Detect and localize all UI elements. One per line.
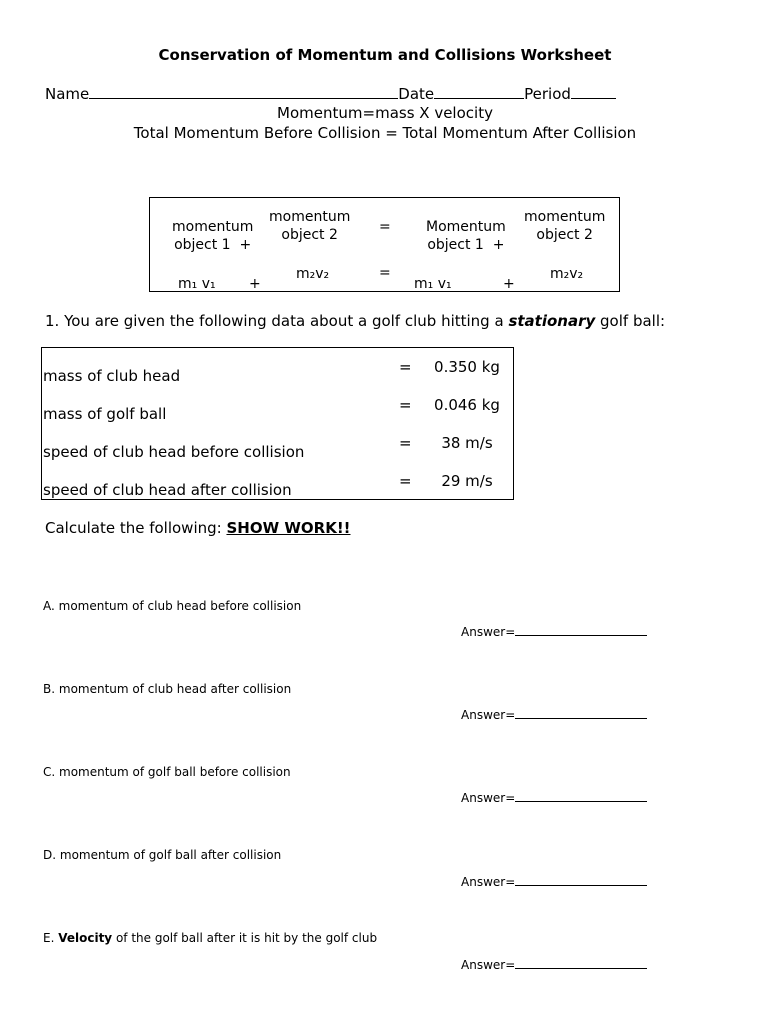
data-value-ball-mass: 0.046 kg bbox=[434, 396, 500, 414]
momentum-equation-table bbox=[149, 197, 620, 292]
answer-blank-a[interactable] bbox=[515, 623, 647, 636]
answer-blank-b[interactable] bbox=[515, 706, 647, 719]
plus-right: + bbox=[503, 276, 515, 292]
answer-blank-e[interactable] bbox=[515, 956, 647, 969]
equals-sign-bottom: = bbox=[379, 265, 391, 281]
part-d-prompt bbox=[43, 848, 281, 862]
conservation-line: Total Momentum Before Collision = Total Momentum After Collision bbox=[133, 124, 637, 142]
name-label: Name bbox=[45, 85, 90, 103]
part-d-letter: D. bbox=[43, 848, 60, 862]
data-eq-speed-before: = bbox=[399, 434, 412, 452]
equals-sign-top: = bbox=[379, 219, 391, 235]
part-c-letter: C. bbox=[43, 765, 60, 779]
formula-line: Momentum=mass X velocity bbox=[277, 104, 493, 122]
period-blank[interactable] bbox=[571, 84, 616, 99]
part-a-text: momentum of club head before collision bbox=[58, 599, 302, 613]
calculate-prefix: Calculate the following: bbox=[45, 519, 227, 537]
question-1-suffix: golf ball: bbox=[595, 312, 666, 330]
answer-blank-d[interactable] bbox=[515, 873, 647, 886]
answer-label: Answer= bbox=[461, 958, 516, 972]
header-fields bbox=[45, 84, 616, 103]
part-b-letter: B. bbox=[43, 682, 59, 696]
period-label: Period bbox=[524, 85, 571, 103]
part-e-letter: E. bbox=[43, 931, 59, 945]
cell-momentum-object2-after: momentum object 2 bbox=[524, 209, 606, 243]
data-value-speed-after: 29 m/s bbox=[441, 472, 493, 490]
given-data-table bbox=[41, 347, 514, 500]
part-b-prompt bbox=[43, 682, 291, 696]
m1v1-left: m₁ v₁ bbox=[178, 276, 216, 292]
data-eq-club-mass: = bbox=[399, 358, 412, 376]
data-value-speed-before: 38 m/s bbox=[441, 434, 493, 452]
part-a-letter: A. bbox=[43, 599, 59, 613]
m2v2-right: m₂v₂ bbox=[550, 266, 584, 282]
plus-left: + bbox=[249, 276, 261, 292]
part-e-bold: Velocity bbox=[58, 931, 113, 945]
part-c-text: momentum of golf ball before collision bbox=[59, 765, 291, 779]
question-1 bbox=[45, 312, 665, 330]
calculate-instruction bbox=[45, 519, 351, 537]
cell-momentum-object1-after: Momentum object 1 + bbox=[426, 219, 506, 253]
data-label-club-mass: mass of club head bbox=[43, 367, 181, 385]
answer-blank-c[interactable] bbox=[515, 789, 647, 802]
data-label-speed-after: speed of club head after collision bbox=[43, 481, 292, 499]
answer-label: Answer= bbox=[461, 625, 516, 639]
data-eq-ball-mass: = bbox=[399, 396, 412, 414]
part-c-answer bbox=[461, 789, 647, 805]
worksheet-title: Conservation of Momentum and Collisions Worksheet bbox=[158, 46, 612, 64]
part-d-text: momentum of golf ball after collision bbox=[59, 848, 282, 862]
answer-label: Answer= bbox=[461, 708, 516, 722]
part-b-answer bbox=[461, 706, 647, 722]
part-e-text: of the golf ball after it is hit by the golf club bbox=[112, 931, 378, 945]
data-eq-speed-after: = bbox=[399, 472, 412, 490]
question-1-prefix: 1. You are given the following data about a golf club hitting a bbox=[45, 312, 509, 330]
part-b-text: momentum of club head after collision bbox=[58, 682, 292, 696]
data-label-speed-before: speed of club head before collision bbox=[43, 443, 305, 461]
part-c-prompt bbox=[43, 765, 291, 779]
show-work-emphasis: SHOW WORK!! bbox=[226, 519, 351, 537]
date-label: Date bbox=[398, 85, 435, 103]
cell-momentum-object1-before: momentum object 1 + bbox=[172, 219, 254, 253]
part-a-answer bbox=[461, 623, 647, 639]
part-a-prompt bbox=[43, 599, 301, 613]
data-label-ball-mass: mass of golf ball bbox=[43, 405, 167, 423]
part-d-answer bbox=[461, 873, 647, 889]
data-value-club-mass: 0.350 kg bbox=[434, 358, 500, 376]
name-blank[interactable] bbox=[89, 84, 398, 99]
m1v1-right: m₁ v₁ bbox=[414, 276, 452, 292]
question-1-emphasis: stationary bbox=[508, 312, 596, 330]
cell-momentum-object2-before: momentum object 2 bbox=[269, 209, 351, 243]
part-e-prompt bbox=[43, 931, 377, 945]
date-blank[interactable] bbox=[434, 84, 524, 99]
answer-label: Answer= bbox=[461, 791, 516, 805]
m2v2-left: m₂v₂ bbox=[296, 266, 330, 282]
answer-label: Answer= bbox=[461, 875, 516, 889]
part-e-answer bbox=[461, 956, 647, 972]
